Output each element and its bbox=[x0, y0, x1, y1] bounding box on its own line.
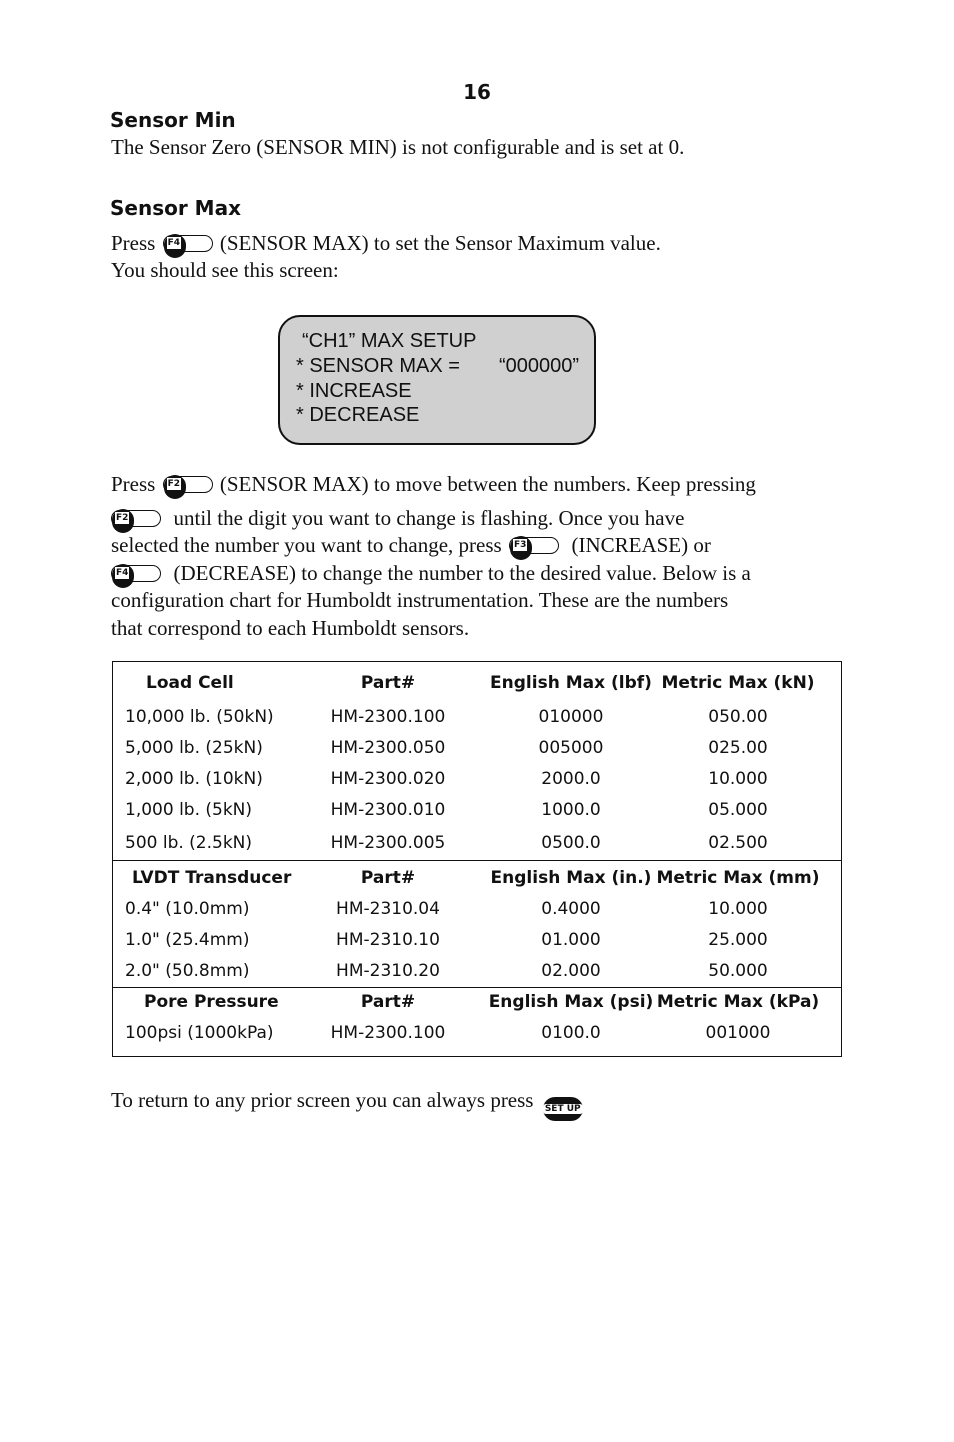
table-cell: HM-2310.10 bbox=[336, 930, 440, 950]
text: Press bbox=[111, 472, 156, 496]
text: (INCREASE) or bbox=[571, 533, 711, 557]
text: until the digit you want to change is flashing. Once you have bbox=[173, 506, 685, 530]
table-cell: 0500.0 bbox=[541, 833, 601, 853]
th-english-max: English Max (in.) bbox=[490, 868, 652, 888]
footer-line bbox=[111, 1087, 583, 1121]
table-cell: HM-2300.020 bbox=[330, 769, 446, 789]
table-cell: 100psi (1000kPa) bbox=[125, 1023, 274, 1043]
table-cell: 50.000 bbox=[708, 961, 768, 981]
table-cell: 10.000 bbox=[708, 899, 768, 919]
table-cell: 2000.0 bbox=[541, 769, 601, 789]
table-cell: 1,000 lb. (5kN) bbox=[125, 800, 253, 820]
sensor-max-line2: You should see this screen: bbox=[111, 258, 339, 282]
table-cell: 0.4" (10.0mm) bbox=[125, 899, 250, 919]
instr-line1 bbox=[111, 471, 756, 499]
f4-key-icon: F4 bbox=[163, 235, 213, 252]
table-cell: HM-2300.050 bbox=[330, 738, 446, 758]
sensor-min-text: The Sensor Zero (SENSOR MIN) is not configurable and is set at 0. bbox=[111, 135, 685, 159]
f4-key-icon: F4 bbox=[111, 565, 161, 582]
screen-sensor-max-value: “000000” bbox=[499, 355, 580, 377]
f2-key-icon: F2 bbox=[163, 476, 213, 493]
table-cell: 0.4000 bbox=[541, 899, 601, 919]
table-cell: 02.500 bbox=[708, 833, 768, 853]
th-part: Part# bbox=[360, 868, 416, 888]
setup-key-icon: SET UP bbox=[543, 1097, 583, 1121]
table-cell: HM-2310.04 bbox=[336, 899, 440, 919]
table-cell: 2,000 lb. (10kN) bbox=[125, 769, 263, 789]
table-cell: HM-2300.100 bbox=[330, 1023, 446, 1043]
section-divider bbox=[113, 987, 841, 988]
text: (DECREASE) to change the number to the desired value. Below is a bbox=[173, 561, 751, 585]
screen-title: “CH1” MAX SETUP bbox=[302, 330, 477, 352]
table-cell: 5,000 lb. (25kN) bbox=[125, 738, 263, 758]
table-cell: 02.000 bbox=[541, 961, 601, 981]
table-cell: HM-2300.010 bbox=[330, 800, 446, 820]
text: Press bbox=[111, 231, 156, 255]
lcd-screen bbox=[278, 315, 596, 445]
table-cell: 010000 bbox=[538, 707, 604, 727]
th-lvdt: LVDT Transducer bbox=[132, 868, 292, 888]
th-metric-max: Metric Max (kN) bbox=[661, 673, 815, 693]
screen-decrease: * DECREASE bbox=[296, 404, 420, 426]
f2-key-icon: F2 bbox=[111, 510, 161, 527]
section-divider bbox=[113, 860, 841, 861]
table-cell: 005000 bbox=[538, 738, 604, 758]
table-cell: 050.00 bbox=[708, 707, 768, 727]
text: (SENSOR MAX) to set the Sensor Maximum value. bbox=[219, 231, 661, 255]
sensor-min-heading: Sensor Min bbox=[110, 108, 236, 132]
th-load-cell: Load Cell bbox=[146, 673, 234, 693]
table-cell: 10,000 lb. (50kN) bbox=[125, 707, 274, 727]
text: To return to any prior screen you can always press bbox=[111, 1088, 534, 1112]
table-cell: 025.00 bbox=[708, 738, 768, 758]
th-pore-pressure: Pore Pressure bbox=[144, 992, 279, 1012]
instr-line4 bbox=[111, 560, 751, 588]
sensor-config-table bbox=[112, 661, 842, 1057]
table-cell: HM-2310.20 bbox=[336, 961, 440, 981]
table-cell: 10.000 bbox=[708, 769, 768, 789]
instr-line2 bbox=[111, 505, 684, 533]
th-english-max: English Max (lbf) bbox=[490, 673, 652, 693]
sensor-max-line1 bbox=[111, 230, 661, 258]
table-cell: HM-2300.005 bbox=[330, 833, 446, 853]
table-cell: 01.000 bbox=[541, 930, 601, 950]
th-part: Part# bbox=[360, 992, 416, 1012]
th-part: Part# bbox=[360, 673, 416, 693]
table-cell: 25.000 bbox=[708, 930, 768, 950]
screen-increase: * INCREASE bbox=[296, 380, 412, 402]
text: selected the number you want to change, press bbox=[111, 533, 502, 557]
th-english-max: English Max (psi) bbox=[488, 992, 654, 1012]
f3-key-icon: F3 bbox=[509, 537, 559, 554]
instr-line5: configuration chart for Humboldt instrumentation. These are the numbers bbox=[111, 588, 729, 612]
table-cell: 500 lb. (2.5kN) bbox=[125, 833, 253, 853]
table-cell: 2.0" (50.8mm) bbox=[125, 961, 250, 981]
table-cell: HM-2300.100 bbox=[330, 707, 446, 727]
table-cell: 0100.0 bbox=[541, 1023, 601, 1043]
th-metric-max: Metric Max (kPa) bbox=[656, 992, 820, 1012]
instr-line3 bbox=[111, 532, 711, 560]
page-number: 16 bbox=[463, 80, 491, 104]
table-cell: 1000.0 bbox=[541, 800, 601, 820]
sensor-max-heading: Sensor Max bbox=[110, 196, 241, 220]
th-metric-max: Metric Max (mm) bbox=[656, 868, 820, 888]
screen-sensor-max-label: * SENSOR MAX = bbox=[296, 355, 460, 377]
table-cell: 05.000 bbox=[708, 800, 768, 820]
table-cell: 001000 bbox=[705, 1023, 771, 1043]
table-cell: 1.0" (25.4mm) bbox=[125, 930, 250, 950]
text: (SENSOR MAX) to move between the numbers. Keep pressing bbox=[219, 472, 756, 496]
instr-line6: that correspond to each Humboldt sensors. bbox=[111, 616, 470, 640]
